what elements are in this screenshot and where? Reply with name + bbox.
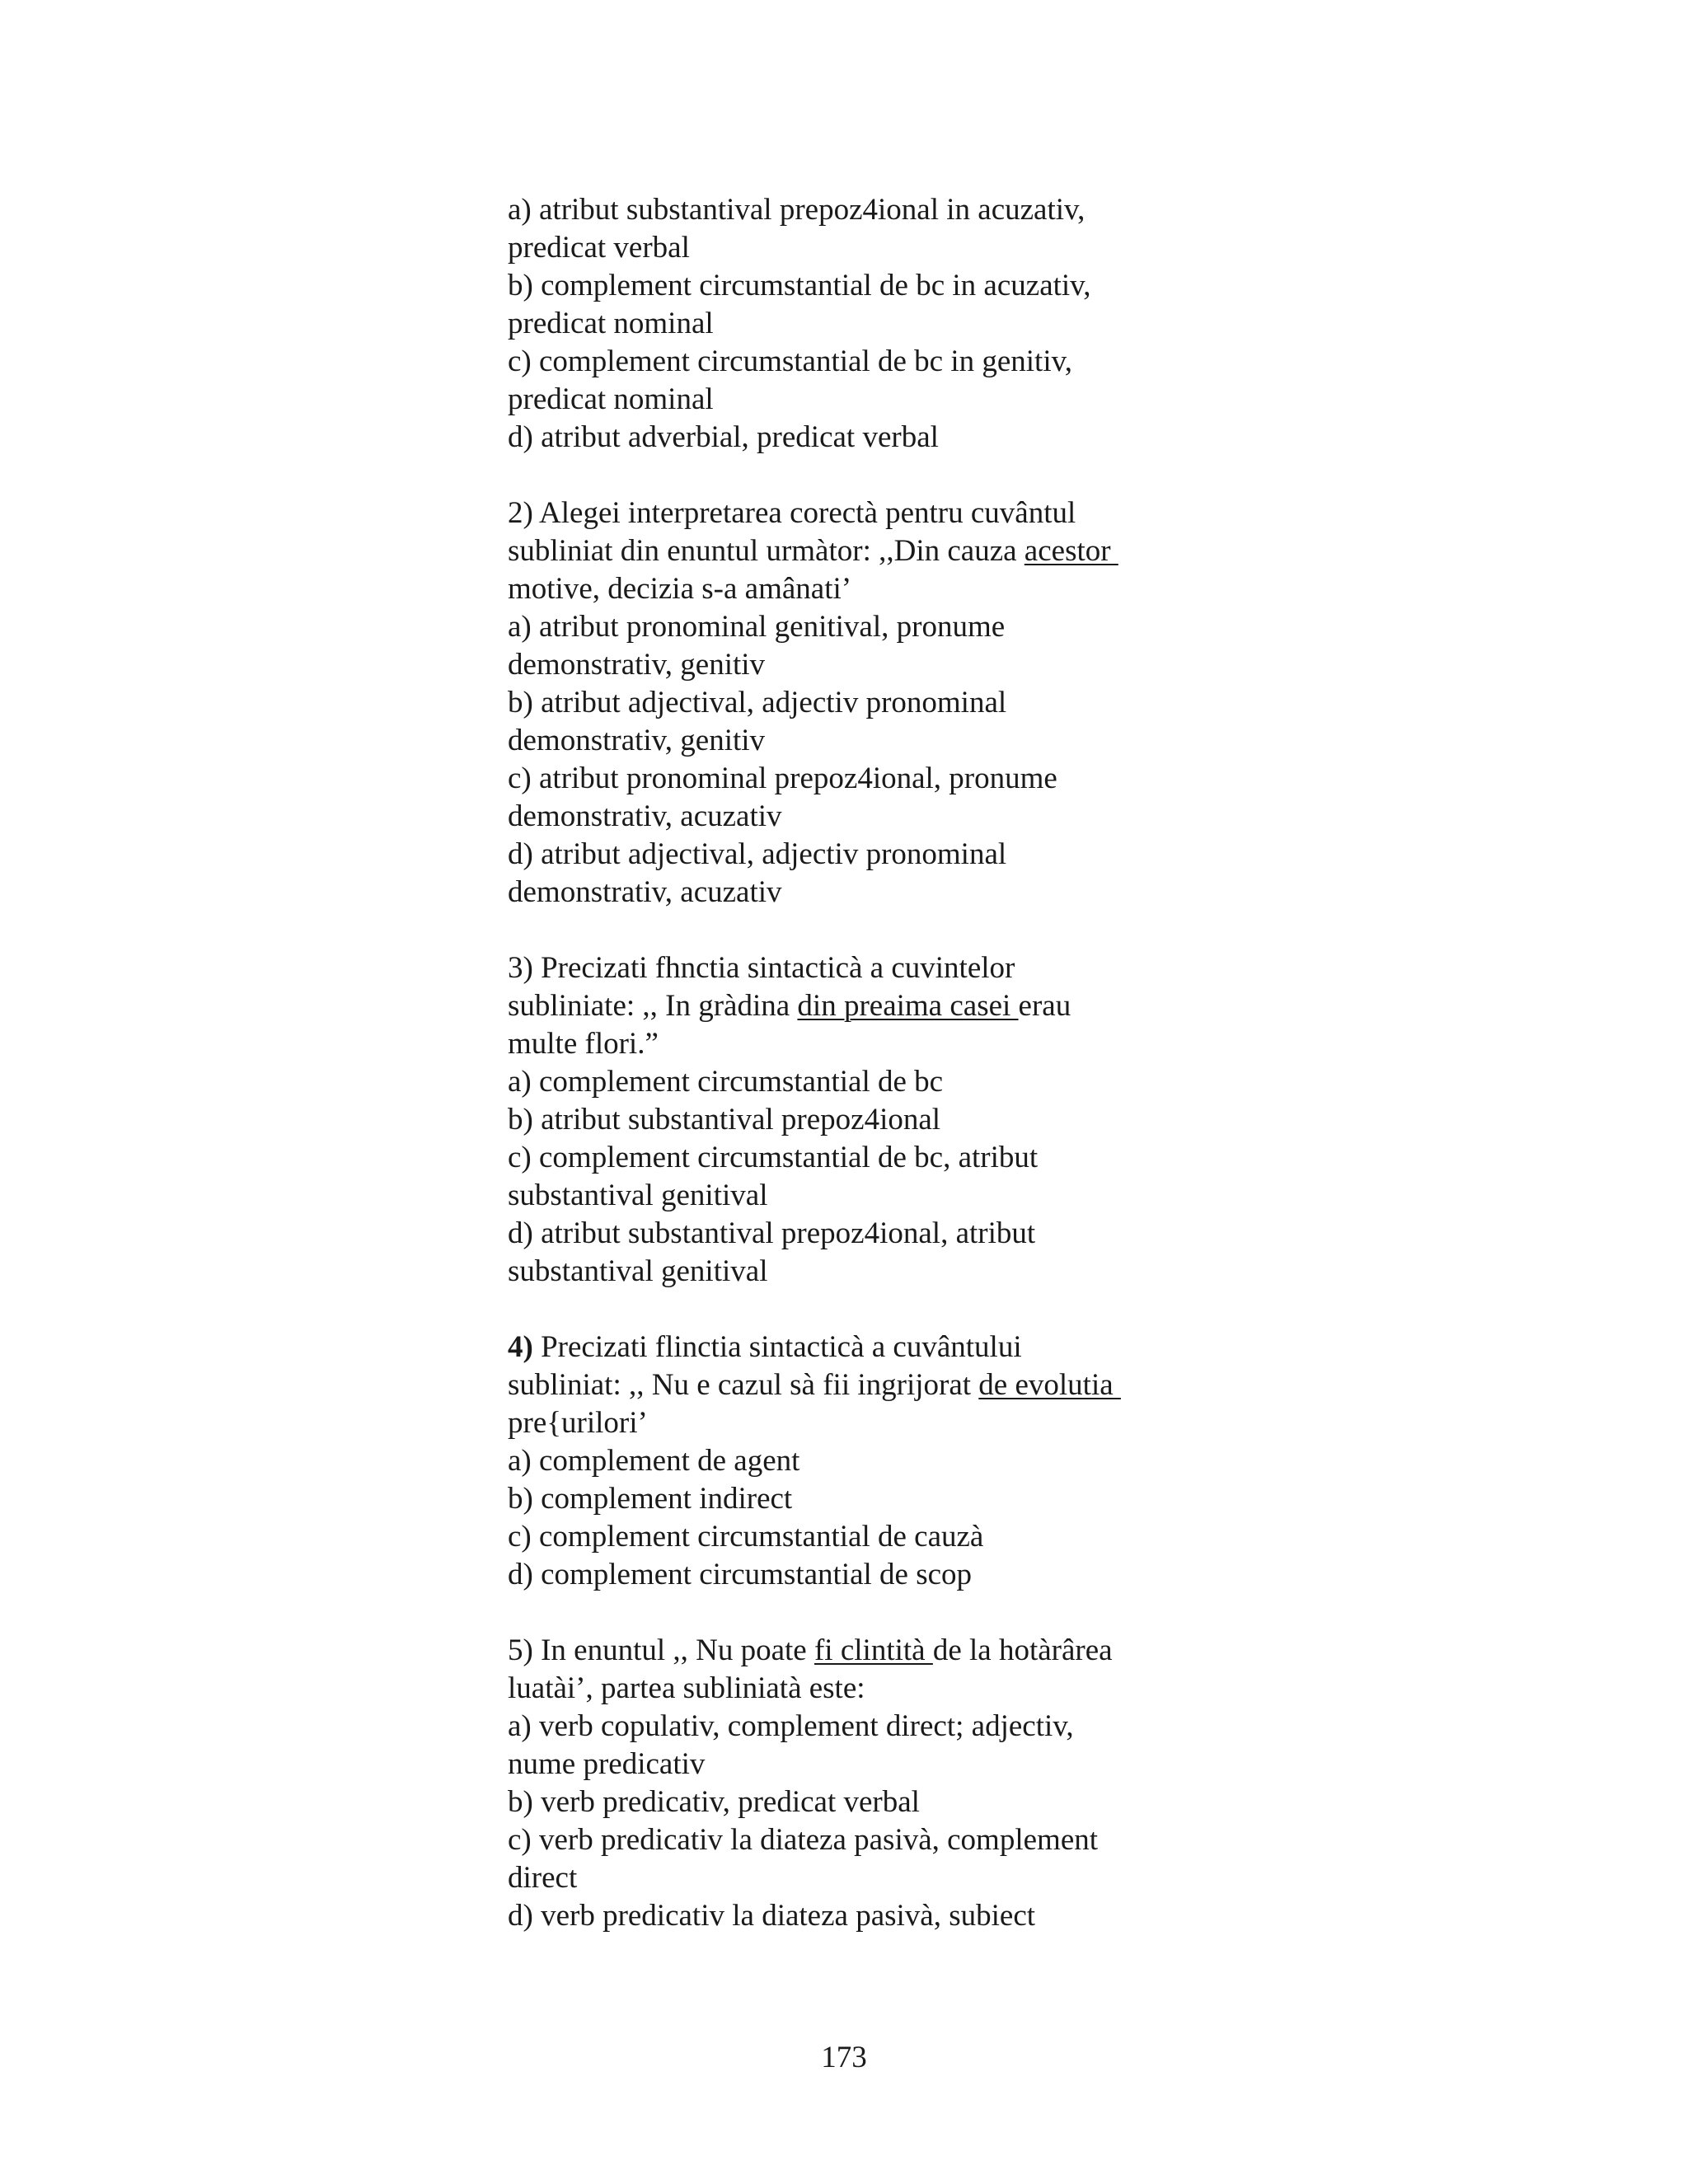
question-3 <box>508 949 1233 1291</box>
question-2 <box>508 494 1233 912</box>
underlined-phrase: fi clintità <box>814 1633 933 1667</box>
option-line: a) atribut substantival prepoz4ional in acuzativ, <box>508 193 1085 227</box>
question-text <box>508 532 1233 570</box>
page-number: 173 <box>821 2041 867 2074</box>
option-line: demonstrativ, genitiv <box>508 648 766 682</box>
text-segment: subliniat: ,, Nu e cazul sà fii ingrijorat <box>508 1368 979 1402</box>
question-text: luatài’, partea subliniatà este: <box>508 1671 865 1705</box>
question-text: multe flori.” <box>508 1027 659 1061</box>
option-line: d) atribut adverbial, predicat verbal <box>508 420 939 454</box>
option-line: b) complement circumstantial de bc in acuzativ, <box>508 269 1091 302</box>
option-line: c) verb predicativ la diateza pasivà, complement <box>508 1823 1099 1857</box>
underlined-word: acestor <box>1024 534 1118 568</box>
option-line: c) complement circumstantial de bc in genitiv, <box>508 344 1072 378</box>
paragraph-gap <box>508 912 1233 949</box>
text-segment: Precizati flinctia sintacticà a cuvântului <box>532 1330 1022 1364</box>
question-4 <box>508 1329 1233 1594</box>
option-line: a) complement circumstantial de bc <box>508 1065 944 1099</box>
option-line: c) complement circumstantial de cauzà <box>508 1520 984 1554</box>
option-line: demonstrativ, genitiv <box>508 724 766 757</box>
text-segment: erau <box>1018 989 1071 1023</box>
underlined-phrase: din preaima casei <box>797 989 1019 1023</box>
question-text: 2) Alegei interpretarea corectà pentru cuvântul <box>508 496 1076 530</box>
question-text <box>508 1366 1233 1404</box>
option-line: predicat nominal <box>508 307 714 340</box>
option-line: a) atribut pronominal genitival, pronume <box>508 610 1006 644</box>
question-text <box>508 1329 1233 1366</box>
question-text <box>508 987 1233 1025</box>
question-number: 4) <box>508 1330 533 1364</box>
option-line: d) complement circumstantial de scop <box>508 1558 973 1591</box>
option-line: predicat verbal <box>508 231 690 265</box>
underlined-phrase: de evolutia <box>978 1368 1121 1402</box>
question-1-options <box>508 191 1233 457</box>
question-text <box>508 1632 1233 1670</box>
option-line: direct <box>508 1861 578 1895</box>
option-line: substantival genitival <box>508 1254 768 1288</box>
option-line: b) atribut substantival prepoz4ional <box>508 1103 941 1137</box>
option-line: c) complement circumstantial de bc, atribut <box>508 1141 1039 1174</box>
option-line: a) verb copulativ, complement direct; adjectiv, <box>508 1709 1074 1743</box>
option-line: b) atribut adjectival, adjectiv pronominal <box>508 686 1007 719</box>
option-line: d) verb predicativ la diateza pasivà, subiect <box>508 1899 1036 1933</box>
option-line: predicat nominal <box>508 382 714 416</box>
text-segment: de la hotàrârea <box>932 1633 1113 1667</box>
text-segment: 5) In enuntul ,, Nu poate <box>508 1633 814 1667</box>
paragraph-gap <box>508 1594 1233 1632</box>
text-segment: subliniat din enuntul urmàtor: ,,Din cauza <box>508 534 1025 568</box>
page-content <box>508 191 1233 1935</box>
paragraph-gap <box>508 1291 1233 1329</box>
question-text: 3) Precizati fhnctia sintacticà a cuvintelor <box>508 951 1015 985</box>
option-line: a) complement de agent <box>508 1444 800 1478</box>
option-line: b) complement indirect <box>508 1482 793 1516</box>
text-segment: subliniate: ,, In gràdina <box>508 989 798 1023</box>
option-line: c) atribut pronominal prepoz4ional, pronume <box>508 762 1057 795</box>
option-line: b) verb predicativ, predicat verbal <box>508 1785 920 1819</box>
paragraph-gap <box>508 457 1233 494</box>
question-text: motive, decizia s-a amânati’ <box>508 572 852 606</box>
question-text: pre{urilori’ <box>508 1406 648 1440</box>
option-line: d) atribut adjectival, adjectiv pronominal <box>508 837 1007 871</box>
option-line: demonstrativ, acuzativ <box>508 799 782 833</box>
option-line: demonstrativ, acuzativ <box>508 875 782 909</box>
option-line: d) atribut substantival prepoz4ional, atribut <box>508 1216 1036 1250</box>
question-5 <box>508 1632 1233 1935</box>
option-line: nume predicativ <box>508 1747 706 1781</box>
option-line: substantival genitival <box>508 1179 768 1212</box>
